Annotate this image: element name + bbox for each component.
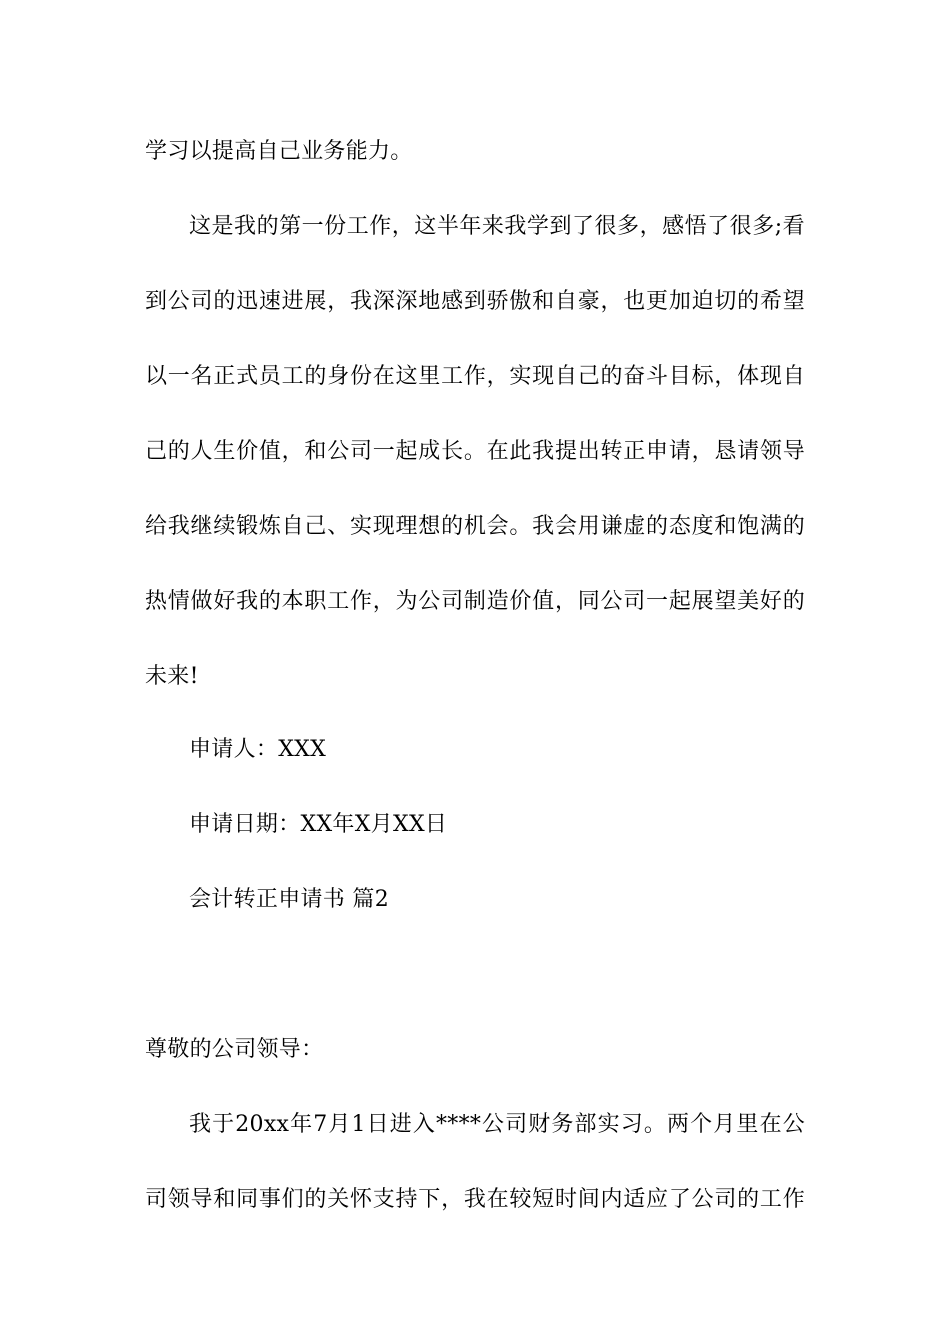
paragraph-line: 己的人生价值，和公司一起成长。在此我提出转正申请，恳请领导 [145, 439, 805, 464]
section-heading: 会计转正申请书 篇2 [189, 887, 389, 912]
salutation: 尊敬的公司领导： [145, 1037, 324, 1062]
applicant-line: 申请人：XXX [189, 737, 327, 762]
paragraph-line: 司领导和同事们的关怀支持下，我在较短时间内适应了公司的工作 [145, 1187, 805, 1212]
paragraph-line: 到公司的迅速进展，我深深地感到骄傲和自豪，也更加迫切的希望 [145, 289, 805, 314]
paragraph-line: 这是我的第一份工作，这半年来我学到了很多，感悟了很多;看 [189, 214, 805, 239]
application-date-line: 申请日期：XX年X月XX日 [189, 812, 448, 837]
paragraph-line: 以一名正式员工的身份在这里工作，实现自己的奋斗目标，体现自 [145, 364, 805, 389]
paragraph-line: 未来! [145, 664, 199, 689]
paragraph-line: 我于20xx年7月1日进入****公司财务部实习。两个月里在公 [189, 1112, 805, 1137]
paragraph-line: 热情做好我的本职工作，为公司制造价值，同公司一起展望美好的 [145, 589, 805, 614]
paragraph-line: 给我继续锻炼自己、实现理想的机会。我会用谦虚的态度和饱满的 [145, 514, 805, 539]
paragraph-line: 学习以提高自己业务能力。 [145, 139, 413, 164]
